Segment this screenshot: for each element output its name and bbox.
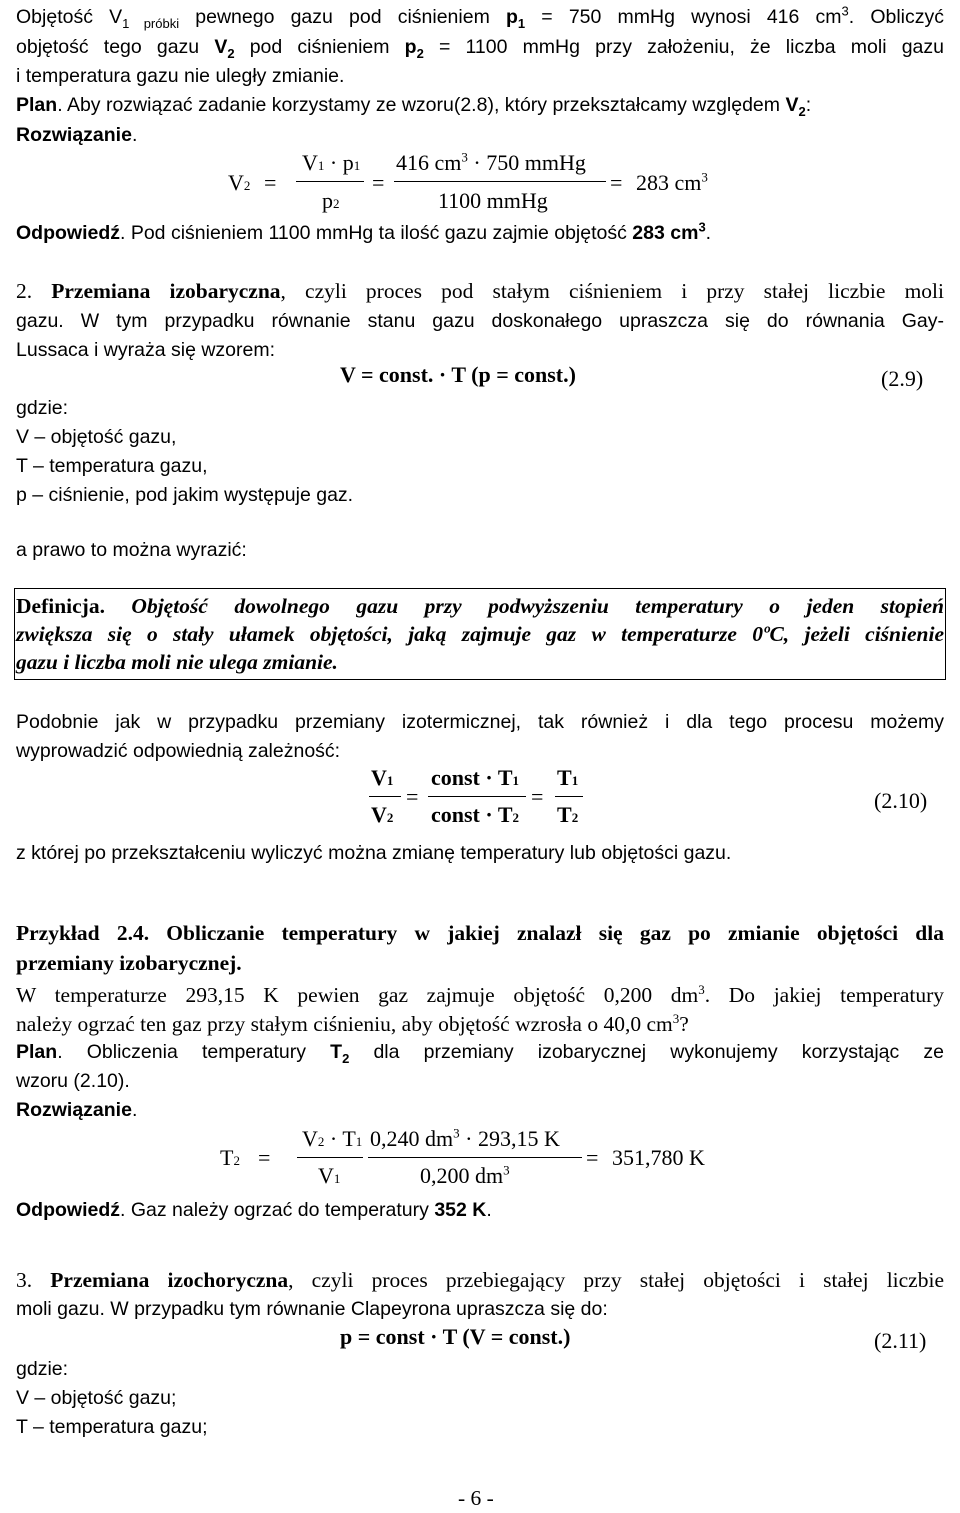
expressed-line: a prawo to można wyrazić:	[16, 539, 247, 561]
intro-line-2: objętość tego gazu $V_2$ pod ciśnieniem $p_2 = 1100$ mmHg przy założeniu, że liczba moli gazu	[16, 36, 944, 61]
intro-line-3: i temperatura gazu nie uległy zmianie.	[16, 65, 345, 87]
def-temperature-2: T – temperatura gazu,	[16, 455, 208, 477]
similarly-after: z której po przekształceniu wyliczyć można zmianę temperatury lub objętości gazu.	[16, 842, 732, 864]
def-pressure-2: p – ciśnienie, pod jakim występuje gaz.	[16, 484, 354, 506]
example-line-1: W temperaturze 293,15 K pewien gaz zajmuje objętość 0,200 $dm^3$. Do jakiej temperatury	[16, 981, 944, 1007]
solution-label: Rozwiązanie.	[16, 124, 138, 146]
section-2-line-2: gazu. W tym przypadku równanie stanu gazu doskonałego upraszcza się do równania Gay-	[16, 310, 944, 332]
answer-1: Odpowiedź. Pod ciśnieniem 1100 mmHg ta ilość gazu zajmie objętość 283 $cm^3$.	[16, 219, 712, 244]
section-2-line-3: Lussaca i wyraża się wzorem:	[16, 339, 276, 361]
def-temperature-3: T – temperatura gazu;	[16, 1416, 208, 1438]
example-plan-line-1: Plan. Obliczenia temperatury $T_2$ dla przemiany izobarycznej wykonujemy korzystając ze	[16, 1041, 944, 1066]
section-2-title: Przemiana izobaryczna	[51, 279, 281, 303]
example-title-line-1: Przykład 2.4. Obliczanie temperatury w jakiej znalazł się gaz po zmianie objętości dla	[16, 921, 944, 945]
section-3-line-2: moli gazu. W przypadku tym równanie Clapeyrona upraszcza się do:	[16, 1298, 608, 1320]
section-3-title: Przemiana izochoryczna	[50, 1268, 289, 1292]
definition-line-2: zwiększa się o stały ułamek objętości, jaką zajmuje gaz w temperaturze 0ºC, jeżeli ciśnienie	[16, 622, 944, 646]
definition-line-1: Definicja. Objętość dowolnego gazu przy podwyższeniu temperatury o jeden stopień	[16, 594, 944, 618]
formula-2-9-number: (2.9)	[881, 366, 924, 391]
example-plan-line-2: wzoru (2.10).	[16, 1070, 130, 1092]
similarly-line-2: wyprowadzić odpowiednią zależność:	[16, 740, 341, 762]
example-plan-label: Plan	[16, 1041, 58, 1063]
formula-2-10-number: (2.10)	[874, 788, 928, 813]
where-label-3: gdzie:	[16, 1358, 69, 1380]
definition-label: Definicja.	[16, 594, 105, 618]
formula-2-9: V = const. · T (p = const.)	[340, 362, 576, 387]
section-3-line-1: 3. Przemiana izochoryczna, czyli proces przebiegający przy stałej objętości i stałej liczbie	[16, 1268, 944, 1292]
def-volume-2: V – objętość gazu,	[16, 426, 177, 448]
formula-2-11: p = const · T (V = const.)	[340, 1324, 571, 1349]
plan-label: Plan	[16, 94, 58, 116]
where-label-2: gdzie:	[16, 397, 69, 419]
definition-line-3: gazu i liczba moli nie ulega zmianie.	[16, 650, 338, 674]
page-number: - 6 -	[458, 1486, 494, 1510]
formula-2-11-number: (2.11)	[874, 1328, 927, 1353]
example-answer: Odpowiedź. Gaz należy ogrzać do temperatury 352 K.	[16, 1199, 492, 1221]
intro-line-1: Objętość $V_{1 próbki}$ pewnego gazu pod ciśnieniem $p_1 = 750$ mmHg wynosi 416 $cm^3$. Obliczyć	[16, 3, 944, 31]
plan-line: Plan. Aby rozwiązać zadanie korzystamy ze wzoru(2.8), który przekształcamy względem $V_2$:	[16, 94, 812, 119]
section-2-line-1: 2. Przemiana izobaryczna, czyli proces pod stałym ciśnieniem i przy stałej liczbie moli	[16, 279, 944, 303]
similarly-line-1: Podobnie jak w przypadku przemiany izotermicznej, tak również i dla tego procesu możemy	[16, 711, 944, 733]
def-volume-3: V – objętość gazu;	[16, 1387, 177, 1409]
example-solution-label: Rozwiązanie.	[16, 1099, 138, 1121]
example-title-line-2: przemiany izobarycznej.	[16, 951, 242, 975]
example-line-2: należy ogrzać ten gaz przy stałym ciśnieniu, aby objętość wzrosła o 40,0 $cm^3$?	[16, 1010, 689, 1036]
